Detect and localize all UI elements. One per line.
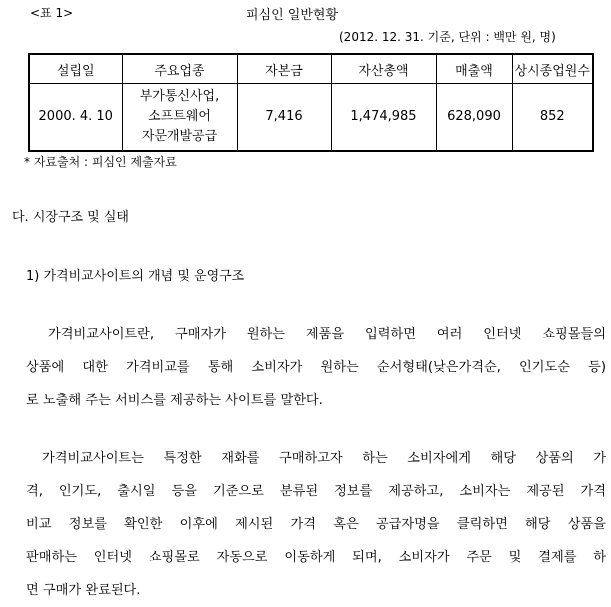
paragraph-line: 비교 정보를 확인한 이후에 제시된 가격 혹은 공급자명을 클릭하면 해당 상품을 <box>26 517 606 532</box>
paragraph-line: 판매하는 인터넷 쇼핑몰로 자동으로 이동하게 되며, 소비자가 주문 및 결제를 하 <box>26 550 606 565</box>
paragraph-line: 상품에 대한 가격비교를 통해 소비자가 원하는 순서형태(낮은가격순, 인기도순 등) <box>26 360 606 375</box>
paragraph-line: 면 구매가 완료된다. <box>26 583 141 598</box>
subsection-heading: 1) 가격비교사이트의 개념 및 운영구조 <box>26 269 245 284</box>
paragraph-line: 가격비교사이트란, 구매자가 원하는 제품을 입력하면 여러 인터넷 쇼핑몰들의 <box>48 327 606 342</box>
table-label: <표 1> <box>30 6 74 20</box>
table-header-row <box>29 54 593 84</box>
paragraph-line: 가격비교사이트는 특정한 재화를 구매하고자 하는 소비자에게 해당 상품의 가 <box>42 451 606 466</box>
paragraph-line: 로 노출해 주는 서비스를 제공하는 사이트를 말한다. <box>26 393 323 408</box>
table-source-note: * 자료출처 : 피심인 제출자료 <box>24 155 177 169</box>
section-heading: 다. 시장구조 및 실태 <box>12 210 129 225</box>
header-employees: 상시종업원수 <box>512 54 593 84</box>
paragraph-structure <box>26 442 606 607</box>
paragraph-definition <box>26 318 606 417</box>
company-overview-table <box>28 53 594 152</box>
header-business: 주요업종 <box>122 54 237 84</box>
header-revenue: 매출액 <box>436 54 512 84</box>
table-row <box>29 84 593 152</box>
business-line: 자문개발공급 <box>141 129 218 144</box>
paragraph-line: 격, 인기도, 출시일 등을 기준으로 분류된 정보를 제공하고, 소비자는 제공된 가격 <box>26 484 606 499</box>
business-line: 부가통신사업, <box>139 89 220 104</box>
header-total-assets: 자산총액 <box>331 54 436 84</box>
table-title: 피심인 일반현황 <box>246 8 339 23</box>
cell-capital: 7,416 <box>237 84 331 152</box>
business-line: 소프트웨어 <box>148 109 211 124</box>
cell-total-assets: 1,474,985 <box>331 84 436 152</box>
cell-revenue: 628,090 <box>436 84 512 152</box>
cell-employees: 852 <box>512 84 593 152</box>
table-unit-note: (2012. 12. 31. 기준, 단위 : 백만 원, 명) <box>339 30 556 44</box>
header-established: 설립일 <box>29 54 122 84</box>
cell-established: 2000. 4. 10 <box>29 84 122 152</box>
cell-business <box>122 84 237 152</box>
header-capital: 자본금 <box>237 54 331 84</box>
